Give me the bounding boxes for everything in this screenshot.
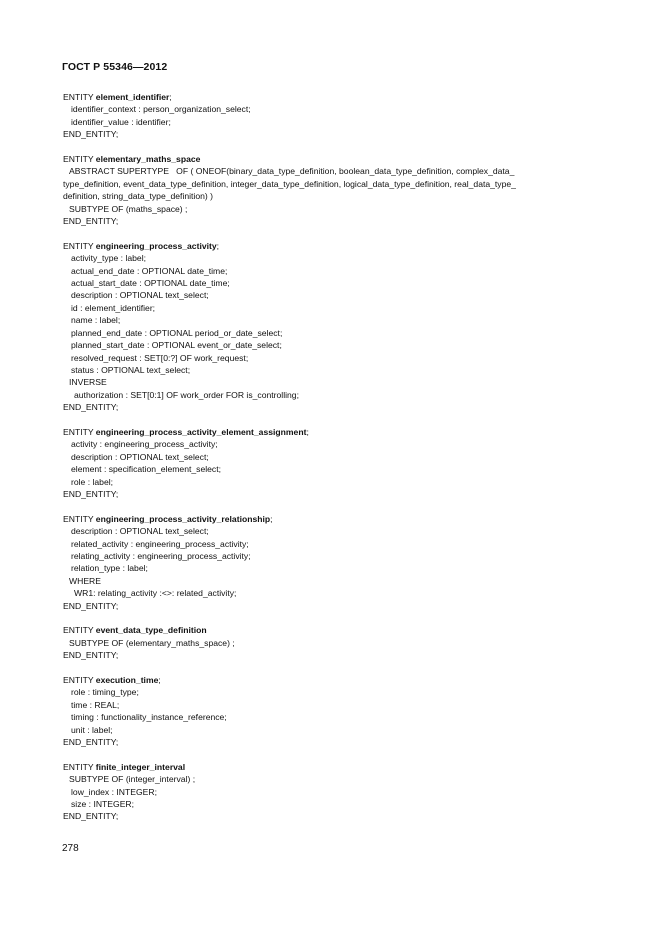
entity-name-suffix: ; xyxy=(158,675,161,685)
entity-end: END_ENTITY; xyxy=(63,402,119,413)
entity-attribute-line: SUBTYPE OF (integer_interval) ; xyxy=(69,774,196,785)
entity-attribute-line: description : OPTIONAL text_select; xyxy=(71,526,209,537)
entity-block xyxy=(63,426,603,500)
entity-keyword: ENTITY xyxy=(63,675,94,685)
entity-end: END_ENTITY; xyxy=(63,737,119,748)
entity-attribute-line: resolved_request : SET[0:?] OF work_request; xyxy=(71,352,249,363)
entity-name-suffix: ; xyxy=(270,513,273,524)
entity-keyword: ENTITY xyxy=(63,154,94,165)
entity-declaration xyxy=(63,153,603,165)
entity-attribute-line: timing : functionality_instance_reference; xyxy=(71,712,227,723)
entity-attribute-line: name : label; xyxy=(71,315,121,326)
entity-attribute-line: id : element_identifier; xyxy=(71,302,156,313)
entity-attribute-line: low_index : INTEGER; xyxy=(71,786,157,797)
entity-end: END_ENTITY; xyxy=(63,216,119,227)
entity-attribute-line: actual_end_date : OPTIONAL date_time; xyxy=(71,265,228,276)
entity-block xyxy=(63,513,603,612)
entity-attribute-line: time : REAL; xyxy=(71,699,120,710)
entity-keyword: ENTITY xyxy=(63,240,94,251)
entity-attribute-line: activity_type : label; xyxy=(71,253,146,264)
entity-attribute-line: ABSTRACT SUPERTYPE OF ( ONEOF(binary_data_type_definition, boolean_data_type_definition, complex_data_ xyxy=(69,166,515,177)
entity-declaration xyxy=(63,240,603,252)
entity-name: finite_integer_interval xyxy=(95,761,186,772)
entity-name-suffix: ; xyxy=(306,426,309,437)
entity-attribute-line: activity : engineering_process_activity; xyxy=(71,439,218,450)
entity-attribute-line: relation_type : label; xyxy=(71,563,148,574)
entity-end: END_ENTITY; xyxy=(63,600,119,611)
entity-block xyxy=(63,761,603,823)
page-number: 278 xyxy=(62,843,79,854)
entity-end: END_ENTITY; xyxy=(63,488,119,499)
entity-attribute-line: definition, string_data_type_definition) ) xyxy=(63,191,214,202)
entity-block xyxy=(63,674,603,748)
entity-attribute-line: description : OPTIONAL text_select; xyxy=(71,451,209,462)
entity-keyword: ENTITY xyxy=(63,513,94,524)
entity-attribute-line: role : label; xyxy=(71,476,114,487)
entity-attribute-line: planned_end_date : OPTIONAL period_or_date_select; xyxy=(71,327,283,338)
entity-block xyxy=(63,153,603,227)
entity-attribute-line: INVERSE xyxy=(69,377,107,388)
entity-attribute-line: description : OPTIONAL text_select; xyxy=(71,290,209,301)
entity-attribute-line: status : OPTIONAL text_select; xyxy=(71,364,191,375)
entity-name: element_identifier xyxy=(95,92,170,102)
entity-declaration xyxy=(63,624,603,636)
entity-attribute-line: related_activity : engineering_process_activity; xyxy=(71,538,249,549)
entity-keyword: ENTITY xyxy=(63,426,94,437)
entity-attribute-line: role : timing_type; xyxy=(71,687,139,698)
entity-attribute-line: WR1: relating_activity :<>: related_activity; xyxy=(74,588,237,599)
entity-attribute-line: SUBTYPE OF (maths_space) ; xyxy=(69,203,188,214)
entity-declaration xyxy=(63,513,603,525)
entity-attribute-line: unit : label; xyxy=(71,724,113,735)
entity-block xyxy=(63,240,603,414)
entity-attribute-line: type_definition, event_data_type_definition, integer_data_type_definition, logical_data_type_definition, real_data_type_ xyxy=(63,178,516,189)
entity-attribute-line: authorization : SET[0:1] OF work_order FOR is_controlling; xyxy=(74,389,299,400)
entity-name-suffix: ; xyxy=(169,92,172,102)
entity-attribute-line: WHERE xyxy=(69,575,101,586)
entity-attribute-line: actual_start_date : OPTIONAL date_time; xyxy=(71,278,230,289)
entity-block xyxy=(63,624,603,661)
entity-keyword: ENTITY xyxy=(63,625,94,636)
entity-name: engineering_process_activity_element_assignment xyxy=(95,426,307,437)
entity-attribute-line: element : specification_element_select; xyxy=(71,464,221,475)
entity-attribute-line: identifier_value : identifier; xyxy=(71,116,171,127)
entity-listing xyxy=(63,91,603,835)
entity-attribute-line: planned_start_date : OPTIONAL event_or_date_select; xyxy=(71,340,282,351)
entity-attribute-line: SUBTYPE OF (elementary_maths_space) ; xyxy=(69,637,235,648)
entity-declaration xyxy=(63,91,603,103)
entity-end: END_ENTITY; xyxy=(63,650,119,661)
entity-declaration xyxy=(63,426,603,438)
entity-keyword: ENTITY xyxy=(63,761,94,772)
entity-block xyxy=(63,91,603,141)
entity-attribute-line: size : INTEGER; xyxy=(71,799,135,810)
entity-declaration xyxy=(63,761,603,773)
entity-keyword: ENTITY xyxy=(63,92,94,102)
entity-attribute-line: relating_activity : engineering_process_activity; xyxy=(71,550,251,561)
entity-name: engineering_process_activity xyxy=(95,240,217,251)
entity-name: elementary_maths_space xyxy=(95,154,201,165)
entity-name-suffix: ; xyxy=(216,240,220,251)
entity-attribute-line: identifier_context : person_organization_select; xyxy=(71,104,251,115)
entity-name: execution_time xyxy=(95,675,159,685)
entity-end: END_ENTITY; xyxy=(63,811,119,822)
document-header: ГОСТ Р 55346—2012 xyxy=(62,61,168,73)
entity-name: event_data_type_definition xyxy=(95,625,207,636)
entity-end: END_ENTITY; xyxy=(63,129,119,140)
entity-declaration xyxy=(63,674,603,686)
entity-name: engineering_process_activity_relationship xyxy=(95,513,271,524)
